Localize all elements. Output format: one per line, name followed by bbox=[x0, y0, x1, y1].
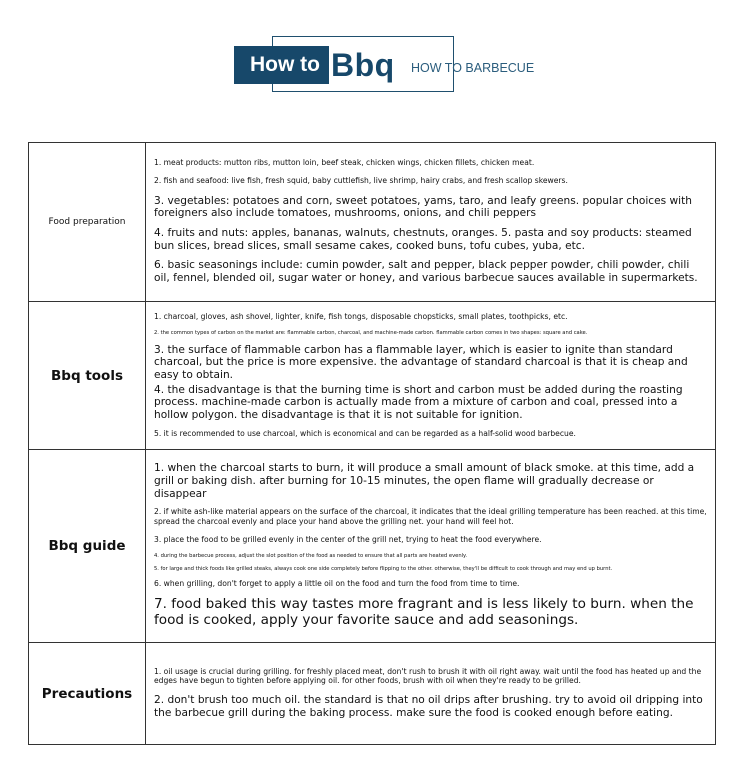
list-item: 2. fish and seafood: live fish, fresh squid, baby cuttlefish, live shrimp, hairy crabs, and fresh scallop skewers. bbox=[154, 176, 568, 186]
list-item: 4. the disadvantage is that the burning time is short and carbon must be added during the roasting process. machine-made carbon is actually made from a mixture of carbon and coal, pressed into a hollow polygon. the disadvantage is that it is not suitable for ignition. bbox=[154, 383, 683, 422]
section-title: Food preparation bbox=[29, 143, 146, 302]
logo-bbq: Bbq bbox=[331, 47, 395, 83]
list-item: 7. food baked this way tastes more fragrant and is less likely to burn. when the food is cooked, apply your favorite sauce and add seasonings. bbox=[154, 596, 694, 628]
list-item: 1. charcoal, gloves, ash shovel, lighter, knife, fish tongs, disposable chopsticks, small plates, toothpicks, etc. bbox=[154, 312, 568, 322]
list-item: 5. it is recommended to use charcoal, which is economical and can be regarded as a half-solid wood barbecue. bbox=[154, 428, 576, 438]
bbq-guide-table bbox=[28, 142, 716, 745]
list-item: 1. oil usage is crucial during grilling. for freshly placed meat, don't rush to brush it with oil right away. wait until the food has heated up and the edges have begun to tighten before applying oil. for other foods, brush with oil when they're ready to be grilled. bbox=[154, 666, 702, 685]
list-item: 3. place the food to be grilled evenly in the center of the grill net, trying to heat the food everywhere. bbox=[154, 534, 542, 544]
section-content bbox=[146, 643, 716, 745]
section-precautions bbox=[29, 643, 716, 745]
logo bbox=[234, 36, 535, 94]
section-bbq-tools bbox=[29, 302, 716, 450]
list-item: 1. when the charcoal starts to burn, it will produce a small amount of black smoke. at this time, add a grill or baking dish. after burning for 10-15 minutes, the open flame will gradually decrease or disappear bbox=[154, 462, 695, 500]
logo-subtitle: HOW TO BARBECUE bbox=[411, 61, 535, 75]
list-item: 2. if white ash-like material appears on the surface of the charcoal, it indicates that the ideal grilling temperature has been reached. at this time, spread the charcoal evenly and place your hand above the grilling net. your hand will feel hot. bbox=[154, 507, 707, 526]
list-item: 4. during the barbecue process, adjust the slot position of the food as needed to ensure that all parts are heated evenly. bbox=[154, 552, 468, 559]
list-item: 2. the common types of carbon on the market are: flammable carbon, charcoal, and machine-made carbon. flammable carbon comes in two shapes: square and cake. bbox=[154, 330, 588, 337]
logo-how-to: How to bbox=[250, 53, 320, 76]
list-item: 6. when grilling, don't forget to apply a little oil on the food and turn the food from time to time. bbox=[154, 579, 520, 589]
list-item: 4. fruits and nuts: apples, bananas, walnuts, chestnuts, oranges. 5. pasta and soy products: steamed bun slices, bread slices, small sesame cakes, cooked buns, tofu cubes, yuba, etc. bbox=[154, 226, 692, 252]
list-item: 3. vegetables: potatoes and corn, sweet potatoes, yams, taro, and leafy greens. popular choices with foreigners also include tomatoes, mushrooms, onions, and chili peppers bbox=[154, 194, 692, 220]
section-title: Precautions bbox=[29, 643, 146, 745]
section-bbq-guide bbox=[29, 450, 716, 643]
section-title: Bbq guide bbox=[29, 450, 146, 643]
list-item: 3. the surface of flammable carbon has a flammable layer, which is easier to ignite than standard charcoal, but the price is more expensive. the advantage of standard charcoal is that it is cheap and easy to obtain. bbox=[154, 343, 688, 381]
list-item: 5. for large and thick foods like grilled steaks, always cook one side completely before flipping to the other. otherwise, they'll be difficult to cook through and may end up burnt. bbox=[154, 566, 613, 573]
list-item: 1. meat products: mutton ribs, mutton loin, beef steak, chicken wings, chicken fillets, chicken meat. bbox=[154, 158, 535, 168]
section-title: Bbq tools bbox=[29, 302, 146, 450]
section-content bbox=[146, 450, 716, 643]
list-item: 6. basic seasonings include: cumin powder, salt and pepper, black pepper powder, chili powder, chili oil, fennel, blended oil, sugar water or honey, and various barbecue sauces available in supermarkets. bbox=[154, 259, 698, 285]
section-content bbox=[146, 302, 716, 450]
section-food-preparation bbox=[29, 143, 716, 302]
section-content bbox=[146, 143, 716, 302]
list-item: 2. don't brush too much oil. the standard is that no oil drips after brushing. try to avoid oil dripping into the barbecue grill during the baking process. make sure the food is cooked enough before eating. bbox=[154, 693, 703, 719]
